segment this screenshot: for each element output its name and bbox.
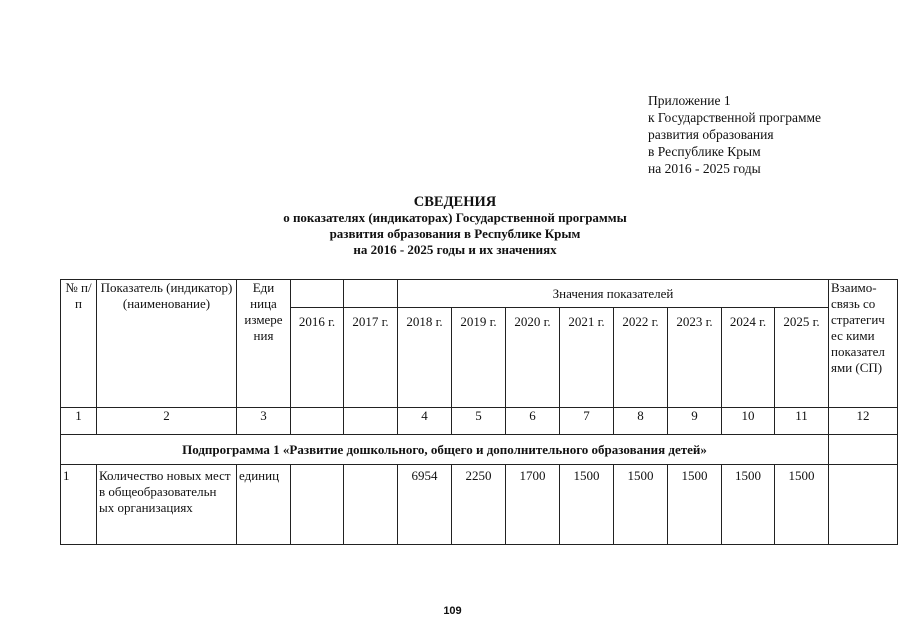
- subprogram-row: [61, 435, 898, 465]
- header-year: 2017 г.: [344, 308, 398, 408]
- header-values-group: Значения показателей: [398, 280, 829, 308]
- row-value: 1500: [775, 465, 829, 545]
- header-year: 2016 г.: [291, 308, 344, 408]
- column-number: [344, 408, 398, 435]
- row-value: 1500: [614, 465, 668, 545]
- row-value: [344, 465, 398, 545]
- column-number: 3: [237, 408, 291, 435]
- column-number: 7: [560, 408, 614, 435]
- header-year: 2021 г.: [560, 308, 614, 408]
- row-number: 1: [61, 465, 97, 545]
- page-number: 109: [443, 605, 462, 617]
- appendix-line: развития образования: [648, 127, 774, 142]
- row-value: 1500: [722, 465, 775, 545]
- table-row: [61, 465, 898, 545]
- header-empty-cell: [291, 280, 344, 308]
- header-year: 2018 г.: [398, 308, 452, 408]
- header-empty-cell: [344, 280, 398, 308]
- subprogram-relation-cell: [829, 435, 898, 465]
- header-unit: Еди ница измере ния: [237, 280, 291, 408]
- row-indicator: Количество новых мест в общеобразовательн ых организациях: [97, 465, 237, 545]
- header-relation: Взаимо-связь со стратегич ес кими показател ями (СП): [829, 280, 898, 408]
- column-number: 4: [398, 408, 452, 435]
- indicators-table: [60, 279, 898, 545]
- row-value: 1500: [668, 465, 722, 545]
- column-number: 12: [829, 408, 898, 435]
- column-number: 1: [61, 408, 97, 435]
- column-number: 6: [506, 408, 560, 435]
- header-year: 2020 г.: [506, 308, 560, 408]
- column-number: 11: [775, 408, 829, 435]
- document-heading: [200, 194, 710, 258]
- column-number: 9: [668, 408, 722, 435]
- row-unit: единиц: [237, 465, 291, 545]
- heading-line: о показателях (индикаторах) Государственной программы: [283, 210, 627, 225]
- column-number: 2: [97, 408, 237, 435]
- header-year: 2025 г.: [775, 308, 829, 408]
- row-value: 6954: [398, 465, 452, 545]
- row-value: 2250: [452, 465, 506, 545]
- header-year: 2024 г.: [722, 308, 775, 408]
- subprogram-title: Подпрограмма 1 «Развитие дошкольного, общего и дополнительного образования детей»: [61, 435, 829, 465]
- column-number: 8: [614, 408, 668, 435]
- column-number: 10: [722, 408, 775, 435]
- heading-line: развития образования в Республике Крым: [329, 226, 581, 241]
- row-relation: [829, 465, 898, 545]
- header-indicator: Показатель (индикатор) (наименование): [97, 280, 237, 408]
- column-number-row: [61, 408, 898, 435]
- column-number: [291, 408, 344, 435]
- appendix-line: к Государственной программе: [648, 110, 822, 125]
- header-year: 2022 г.: [614, 308, 668, 408]
- appendix-line: в Республике Крым: [648, 144, 761, 159]
- appendix-note: [648, 92, 888, 177]
- header-number: № п/п: [61, 280, 97, 408]
- row-value: 1500: [560, 465, 614, 545]
- appendix-line: Приложение 1: [648, 93, 731, 108]
- row-value: [291, 465, 344, 545]
- row-value: 1700: [506, 465, 560, 545]
- document-title: СВЕДЕНИЯ: [413, 194, 497, 210]
- header-year: 2019 г.: [452, 308, 506, 408]
- header-row-group: [61, 280, 898, 308]
- column-number: 5: [452, 408, 506, 435]
- heading-line: на 2016 - 2025 годы и их значениях: [353, 242, 557, 257]
- header-year: 2023 г.: [668, 308, 722, 408]
- appendix-line: на 2016 - 2025 годы: [648, 161, 761, 176]
